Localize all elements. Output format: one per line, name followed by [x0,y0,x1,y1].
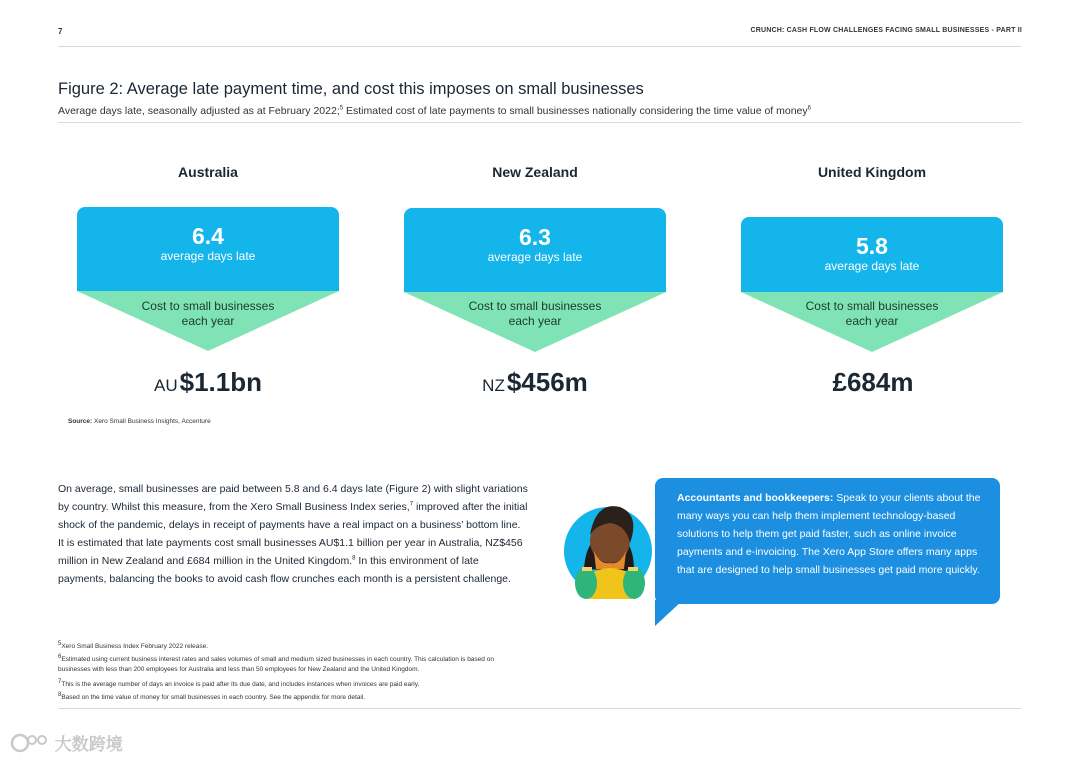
figure-title: Figure 2: Average late payment time, and cost this imposes on small businesses [58,80,644,98]
cost-amount-united-kingdom: £684m [832,367,914,397]
cost-amount-australia: AU$1.1bn [154,367,262,397]
cost-label-united-kingdom: Cost to small businesses each year [805,299,939,328]
callout-lead: Accountants and bookkeepers: [677,492,834,504]
body-paragraph: On average, small businesses are paid between 5.8 and 6.4 days late (Figure 2) with slight variations by country. Whilst this measure, from the Xero Small Business Index series,$^7$ improved after the initial shock of the pandemic, delays in receipt of payments have a real impact on a business’ bottom line. It is estimated that late payments cost small businesses AU$1.1 billion per year in Australia, NZ$456 million in New Zealand and £684 million in the United Kingdom.$^8$ In this environment of late payments, balancing the books to avoid cash flow crunches each month is a persistent challenge. [58,483,528,585]
figure-subtitle: Average days late, seasonally adjusted as at February 2022;$^5$ Estimated cost of late payments to small businesses nationally considering the time value of money$^6$ [58,105,811,117]
header-divider [58,46,1021,47]
cost-amount-new-zealand: NZ$456m [482,367,588,397]
footnote: $^6$Estimated using current business interest rates and sales volumes of small and medium sized businesses in each country. This calculation is based on businesses with less than 200 employees for Australia and less than 50 employees for New Zealand and the United Kingdom. [58,653,494,673]
running-header: CRUNCH: CASH FLOW CHALLENGES FACING SMALL BUSINESSES - PART II [750,27,1022,34]
days-late-label: average days late [824,259,920,273]
cost-label-australia: Cost to small businesses each year [141,299,275,328]
footnote: $^7$This is the average number of days an invoice is paid after its due date, and includes instances when invoices are paid early. [58,678,420,688]
page-number: 7 [58,27,63,36]
footnote: $^8$Based on the time value of money for small businesses in each country. See the appendix for more detail. [58,691,366,701]
days-late-value: 5.8 [856,233,888,259]
days-late-box-australia [77,207,339,291]
country-name-united-kingdom: United Kingdom [817,164,927,180]
person-illustration [560,495,662,607]
country-name-australia: Australia [178,164,238,180]
days-late-box-united-kingdom [741,217,1003,292]
days-late-value: 6.4 [192,223,224,249]
figure-divider [58,122,1021,123]
days-late-box-new-zealand [404,208,666,292]
country-name-new-zealand: New Zealand [492,164,578,180]
callout-box [655,478,1000,604]
days-late-value: 6.3 [519,224,551,250]
callout-tail [653,600,685,628]
footer-divider [58,708,1021,709]
figure-source: Source: Xero Small Business Insights, Accenture [68,418,211,425]
callout-text: Speak to your clients about the many ways you can help them implement technology-based solutions to help them get paid faster, such as online invoice payments and e-invoicing. The Xero App Store offers many apps that are designed to help small businesses get paid more quickly. [677,492,981,576]
days-late-label: average days late [160,249,256,263]
days-late-label: average days late [487,250,583,264]
footnote: $^5$Xero Small Business Index February 2022 release. [58,640,209,650]
watermark-logo-icon [10,732,50,754]
watermark: 大数跨境 [10,730,123,755]
cost-label-new-zealand: Cost to small businesses each year [468,299,602,328]
